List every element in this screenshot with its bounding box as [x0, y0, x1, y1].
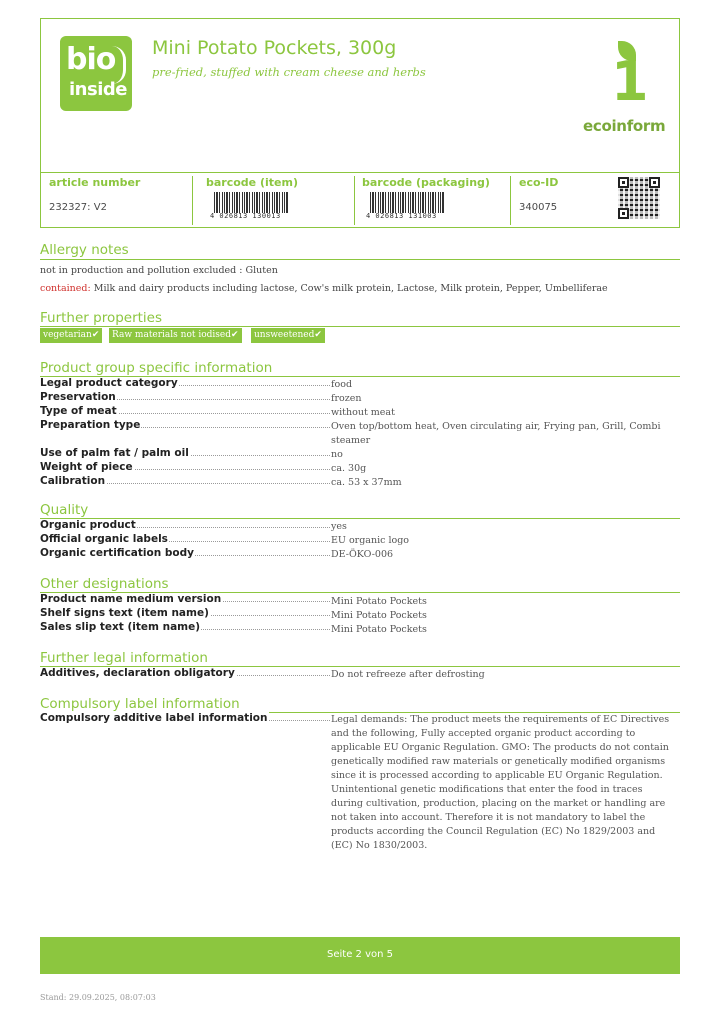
badge-vegetarian: vegetarian✔ [40, 328, 102, 343]
qr-corner [649, 177, 660, 188]
contained-text: Milk and dairy products including lactose, Cow's milk protein, Lactose, Milk protein, Pepper, Umbelliferae [90, 283, 608, 294]
kv-value: ca. 30g [331, 463, 367, 474]
kv-key [40, 519, 330, 531]
bio-inside-logo [60, 36, 132, 111]
kv-value: Oven top/bottom heat, Oven circulating air, Frying pan, Grill, Combi steamer [331, 421, 661, 446]
kv-key-text: Official organic labels [40, 533, 168, 545]
divider [192, 176, 193, 225]
kv-key [40, 461, 330, 473]
kv-value: ca. 53 x 37mm [331, 477, 402, 488]
barcode-packaging-image [366, 192, 446, 220]
header-top [41, 19, 679, 173]
kv-key-text: Preservation [40, 391, 116, 403]
kv-key [40, 419, 330, 431]
timestamp: Stand: 29.09.2025, 08:07:03 [40, 993, 156, 1002]
quality-title: Quality [40, 502, 89, 518]
barcode-packaging-label: barcode (packaging) [362, 176, 490, 189]
kv-value: without meat [331, 407, 395, 418]
further-legal-title: Further legal information [40, 650, 208, 666]
kv-value: Mini Potato Pockets [331, 610, 427, 621]
page-number: Seite 2 von 5 [327, 949, 393, 960]
page-footer-bar [40, 937, 680, 974]
barcode-item-cell [198, 173, 348, 228]
kv-key-text: Legal product category [40, 377, 178, 389]
kv-value: Mini Potato Pockets [331, 596, 427, 607]
kv-key-text: Organic certification body [40, 547, 194, 559]
qr-corner [618, 208, 629, 219]
kv-key [40, 447, 330, 459]
eco-id-label: eco-ID [519, 176, 559, 189]
kv-value: EU organic logo [331, 535, 410, 546]
kv-key-text: Use of palm fat / palm oil [40, 447, 189, 459]
kv-key [40, 621, 330, 633]
kv-key-text: Shelf signs text (item name) [40, 607, 209, 619]
badge-unsweetened: unsweetened✔ [251, 328, 325, 343]
logo-inside-text: inside [69, 79, 127, 100]
logo-ecoinform-text: ecoinform [583, 117, 666, 135]
eco-id-cell [511, 173, 611, 228]
kv-key-text: Preparation type [40, 419, 141, 431]
kv-key-text: Weight of piece [40, 461, 133, 473]
kv-key-text: Calibration [40, 475, 106, 487]
kv-key [40, 712, 330, 724]
kv-key [40, 391, 330, 403]
kv-key [40, 377, 330, 389]
qr-corner [618, 177, 629, 188]
kv-value: food [331, 379, 353, 390]
product-header [40, 18, 680, 228]
section-divider [40, 259, 680, 260]
logo-bio-text: bio [66, 42, 116, 77]
kv-key [40, 547, 330, 559]
kv-key [40, 405, 330, 417]
allergy-section-title: Allergy notes [40, 242, 129, 258]
allergy-excluded-text: not in production and pollution excluded : Gluten [40, 265, 278, 276]
allergy-contained-line [40, 283, 608, 294]
contained-label: contained: [40, 283, 91, 294]
further-properties-title: Further properties [40, 310, 163, 326]
article-number-value: 232327: V2 [49, 202, 107, 213]
barcode-bars [214, 192, 288, 213]
compulsory-label-title: Compulsory label information [40, 696, 240, 712]
eco-id-value: 340075 [519, 202, 558, 213]
product-subtitle: pre-fried, stuffed with cream cheese and herbs [152, 65, 426, 79]
article-number-cell [41, 173, 192, 228]
barcode-bars [370, 192, 444, 213]
kv-key [40, 533, 330, 545]
product-group-title: Product group specific information [40, 360, 273, 376]
ecoinform-logo [583, 41, 665, 141]
barcode-item-image [210, 192, 290, 220]
kv-key-text: Product name medium version [40, 593, 222, 605]
logo-digit: 1 [611, 50, 649, 113]
kv-key-text: Organic product [40, 519, 136, 531]
kv-value: Mini Potato Pockets [331, 624, 427, 635]
product-title: Mini Potato Pockets, 300g [152, 37, 397, 59]
badge-not-iodised: Raw materials not iodised✔ [109, 328, 242, 343]
kv-key [40, 475, 330, 487]
kv-value: DE-ÖKO-006 [331, 549, 394, 560]
kv-key-text: Sales slip text (item name) [40, 621, 201, 633]
barcode-packaging-cell [354, 173, 504, 228]
kv-value: yes [331, 521, 347, 532]
kv-key-text: Additives, declaration obligatory [40, 667, 235, 679]
kv-value: Do not refreeze after defrosting [331, 669, 485, 680]
barcode-packaging-digits: 4 026813 131003 [366, 212, 437, 220]
kv-value: frozen [331, 393, 362, 404]
other-designations-title: Other designations [40, 576, 169, 592]
barcode-item-label: barcode (item) [206, 176, 298, 189]
qr-code-icon [618, 177, 660, 219]
kv-value: no [331, 449, 343, 460]
kv-key-text: Compulsory additive label information [40, 712, 268, 724]
section-divider [40, 326, 680, 327]
kv-value: Legal demands: The product meets the requirements of EC Directives and the following, Fully accepted organic product according to applicable EU Organic Regulation. GMO: The products do not contain genetically modified raw materials or genetically modified organisms since it is processed according to applicable EU Organic Regulation. Unintentional genetic modifications that enter the food in traces during cultivation, production, placing on the market or handling are not taken into account. Therefore it is not mandatory to label the products according the Council Regulation (EC) No 1829/2003 and (EC) No 1830/2003. [331, 714, 670, 851]
kv-key-text: Type of meat [40, 405, 117, 417]
barcode-item-digits: 4 026813 130013 [210, 212, 281, 220]
kv-key [40, 607, 330, 619]
kv-key [40, 593, 330, 605]
article-number-label: article number [49, 176, 141, 189]
identifier-row [41, 172, 679, 227]
kv-key [40, 667, 330, 679]
